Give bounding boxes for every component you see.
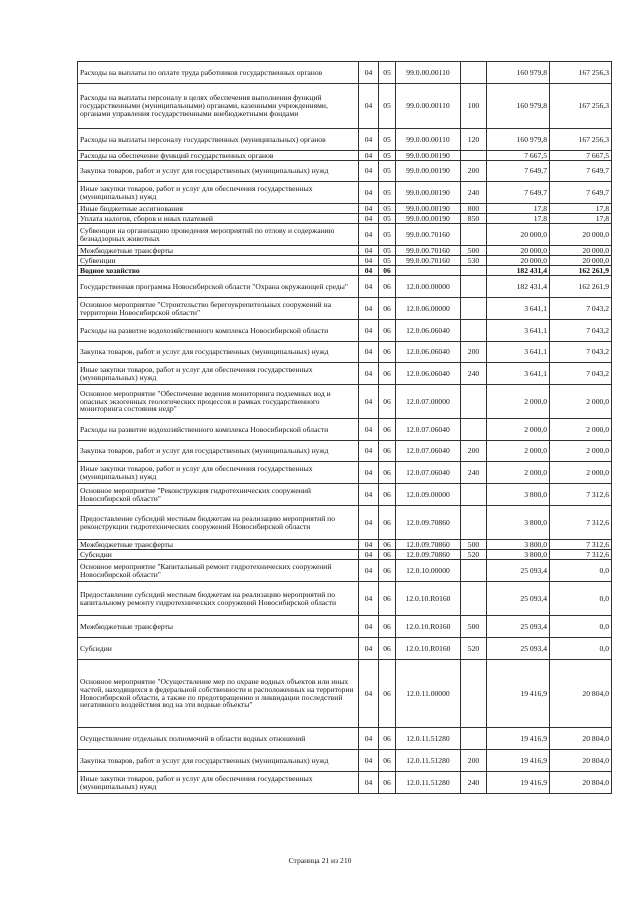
row-sum-2026: 7 312,6 xyxy=(550,506,612,540)
row-name: Закупка товаров, работ и услуг для государственных (муниципальных) нужд xyxy=(78,750,359,772)
table-row xyxy=(78,62,612,84)
row-razdel: 04 xyxy=(359,224,379,246)
row-podrazdel: 05 xyxy=(379,224,396,246)
row-vr xyxy=(461,62,487,84)
row-name: Закупка товаров, работ и услуг для государственных (муниципальных) нужд xyxy=(78,161,359,182)
row-sum-2025: 19 416,9 xyxy=(487,772,550,794)
table-row xyxy=(78,550,612,560)
table-row xyxy=(78,298,612,320)
row-razdel: 04 xyxy=(359,772,379,794)
row-csr: 12.0.07.06040 xyxy=(396,441,461,462)
row-podrazdel: 06 xyxy=(379,772,396,794)
table-row xyxy=(78,276,612,298)
row-sum-2025: 20 000,0 xyxy=(487,224,550,246)
row-vr: 800 xyxy=(461,204,487,214)
row-razdel: 04 xyxy=(359,84,379,129)
row-csr: 99.0.00.00110 xyxy=(396,62,461,84)
row-name: Основное мероприятие "Строительство берегоукрепительных сооружений на территории Новосибирской области" xyxy=(78,298,359,320)
row-sum-2026: 20 804,0 xyxy=(550,728,612,750)
row-sum-2026: 20 804,0 xyxy=(550,750,612,772)
row-name: Осуществление отдельных полномочий в области водных отношений xyxy=(78,728,359,750)
row-razdel: 04 xyxy=(359,161,379,182)
table-row xyxy=(78,204,612,214)
row-vr: 240 xyxy=(461,772,487,794)
table-row xyxy=(78,506,612,540)
row-podrazdel: 06 xyxy=(379,385,396,419)
row-podrazdel: 06 xyxy=(379,419,396,441)
row-sum-2025: 3 641,1 xyxy=(487,342,550,363)
row-podrazdel: 05 xyxy=(379,246,396,256)
row-sum-2025: 25 093,4 xyxy=(487,582,550,616)
row-sum-2025: 160 979,8 xyxy=(487,129,550,151)
row-name: Государственная программа Новосибирской области "Охрана окружающей среды" xyxy=(78,276,359,298)
row-name: Расходы на развитие водохозяйственного комплекса Новосибирской области xyxy=(78,320,359,342)
row-csr: 99.0.00.70160 xyxy=(396,256,461,266)
row-razdel: 04 xyxy=(359,660,379,728)
table-row xyxy=(78,441,612,462)
row-name: Иные закупки товаров, работ и услуг для обеспечения государственных (муниципальных) нужд xyxy=(78,363,359,385)
row-sum-2025: 160 979,8 xyxy=(487,62,550,84)
row-razdel: 04 xyxy=(359,506,379,540)
row-name: Предоставление субсидий местным бюджетам на реализацию мероприятий по капитальному ремонту гидротехнических сооружений Новосибирской области xyxy=(78,582,359,616)
row-csr: 12.0.07.00000 xyxy=(396,385,461,419)
row-name: Расходы на выплаты по оплате труда работников государственных органов xyxy=(78,62,359,84)
row-name: Межбюджетные трансферты xyxy=(78,616,359,638)
row-sum-2025: 7 649,7 xyxy=(487,182,550,204)
row-vr: 500 xyxy=(461,246,487,256)
row-csr: 12.0.06.06040 xyxy=(396,342,461,363)
table-row xyxy=(78,419,612,441)
page-footer: Страница 21 из 210 xyxy=(288,856,352,865)
row-name: Субвенции на организацию проведения мероприятий по отлову и содержанию безнадзорных животных xyxy=(78,224,359,246)
row-sum-2025: 2 000,0 xyxy=(487,419,550,441)
row-name: Основное мероприятие "Обеспечение ведения мониторинга подземных вод и опасных экзогенных геологических процессов в рамках государственного мониторинга состояния недр" xyxy=(78,385,359,419)
row-sum-2026: 162 261,9 xyxy=(550,266,612,276)
row-sum-2025: 3 641,1 xyxy=(487,298,550,320)
row-podrazdel: 06 xyxy=(379,506,396,540)
row-razdel: 04 xyxy=(359,616,379,638)
row-csr: 12.0.07.06040 xyxy=(396,419,461,441)
row-name: Предоставление субсидий местным бюджетам на реализацию мероприятий по реконструкции гидротехнических сооружений Новосибирской области xyxy=(78,506,359,540)
row-csr: 99.0.00.70160 xyxy=(396,246,461,256)
row-podrazdel: 06 xyxy=(379,320,396,342)
row-razdel: 04 xyxy=(359,728,379,750)
row-name: Уплата налогов, сборов и иных платежей xyxy=(78,214,359,224)
row-podrazdel: 06 xyxy=(379,266,396,276)
row-name: Закупка товаров, работ и услуг для государственных (муниципальных) нужд xyxy=(78,342,359,363)
row-razdel: 04 xyxy=(359,298,379,320)
row-vr: 240 xyxy=(461,363,487,385)
row-podrazdel: 05 xyxy=(379,84,396,129)
row-name: Субсидии xyxy=(78,638,359,660)
row-podrazdel: 06 xyxy=(379,276,396,298)
budget-table xyxy=(77,61,612,794)
row-vr xyxy=(461,506,487,540)
row-csr: 12.0.06.06040 xyxy=(396,320,461,342)
row-vr: 120 xyxy=(461,129,487,151)
row-csr: 12.0.10.R0160 xyxy=(396,582,461,616)
row-podrazdel: 06 xyxy=(379,560,396,582)
row-razdel: 04 xyxy=(359,560,379,582)
row-name: Межбюджетные трансферты xyxy=(78,246,359,256)
row-sum-2026: 20 804,0 xyxy=(550,772,612,794)
row-vr xyxy=(461,266,487,276)
row-sum-2026: 7 043,2 xyxy=(550,298,612,320)
row-sum-2025: 2 000,0 xyxy=(487,441,550,462)
row-name: Основное мероприятие "Реконструкция гидротехнических сооружений Новосибирской области" xyxy=(78,484,359,506)
row-sum-2026: 7 043,2 xyxy=(550,363,612,385)
table-row xyxy=(78,660,612,728)
row-sum-2026: 20 000,0 xyxy=(550,224,612,246)
row-vr xyxy=(461,320,487,342)
row-vr: 200 xyxy=(461,750,487,772)
row-name: Межбюджетные трансферты xyxy=(78,540,359,550)
row-sum-2025: 3 800,0 xyxy=(487,506,550,540)
row-vr xyxy=(461,728,487,750)
row-sum-2026: 7 043,2 xyxy=(550,342,612,363)
row-podrazdel: 05 xyxy=(379,161,396,182)
row-csr: 12.0.11.51280 xyxy=(396,772,461,794)
row-sum-2025: 3 800,0 xyxy=(487,550,550,560)
row-sum-2026: 162 261,9 xyxy=(550,276,612,298)
row-sum-2026: 2 000,0 xyxy=(550,462,612,484)
table-row xyxy=(78,256,612,266)
row-sum-2026: 17,8 xyxy=(550,204,612,214)
row-podrazdel: 05 xyxy=(379,129,396,151)
row-sum-2025: 182 431,4 xyxy=(487,266,550,276)
row-razdel: 04 xyxy=(359,246,379,256)
row-csr: 12.0.00.00000 xyxy=(396,276,461,298)
row-sum-2025: 2 000,0 xyxy=(487,462,550,484)
row-csr: 12.0.09.70860 xyxy=(396,550,461,560)
row-podrazdel: 06 xyxy=(379,616,396,638)
table-row xyxy=(78,161,612,182)
table-row xyxy=(78,151,612,161)
table-row xyxy=(78,616,612,638)
table-row xyxy=(78,246,612,256)
table-row xyxy=(78,462,612,484)
row-sum-2026: 20 804,0 xyxy=(550,660,612,728)
row-vr xyxy=(461,419,487,441)
row-vr xyxy=(461,385,487,419)
row-name: Иные закупки товаров, работ и услуг для обеспечения государственных (муниципальных) нужд xyxy=(78,462,359,484)
row-podrazdel: 06 xyxy=(379,298,396,320)
row-vr xyxy=(461,298,487,320)
row-sum-2025: 25 093,4 xyxy=(487,638,550,660)
row-name: Расходы на обеспечение функций государственных органов xyxy=(78,151,359,161)
row-csr: 99.0.00.00110 xyxy=(396,129,461,151)
row-sum-2025: 20 000,0 xyxy=(487,246,550,256)
row-name: Расходы на выплаты персоналу в целях обеспечения выполнения функций государственными (муниципальными) органами, казенными учреждениями, органами управления государственными внебюджетными фондами xyxy=(78,84,359,129)
row-razdel: 04 xyxy=(359,266,379,276)
table-row xyxy=(78,540,612,550)
row-sum-2025: 3 800,0 xyxy=(487,484,550,506)
row-razdel: 04 xyxy=(359,320,379,342)
row-sum-2026: 167 256,3 xyxy=(550,84,612,129)
table-row xyxy=(78,320,612,342)
row-podrazdel: 05 xyxy=(379,204,396,214)
row-podrazdel: 05 xyxy=(379,214,396,224)
row-sum-2026: 167 256,3 xyxy=(550,129,612,151)
row-sum-2026: 0,0 xyxy=(550,616,612,638)
row-name: Иные закупки товаров, работ и услуг для обеспечения государственных (муниципальных) нужд xyxy=(78,182,359,204)
row-csr: 99.0.00.00190 xyxy=(396,204,461,214)
row-csr: 99.0.00.70160 xyxy=(396,224,461,246)
row-sum-2026: 7 649,7 xyxy=(550,182,612,204)
row-csr: 12.0.06.06040 xyxy=(396,363,461,385)
row-vr xyxy=(461,582,487,616)
row-vr: 520 xyxy=(461,550,487,560)
row-sum-2025: 19 416,9 xyxy=(487,728,550,750)
table-row xyxy=(78,385,612,419)
row-csr: 12.0.06.00000 xyxy=(396,298,461,320)
row-csr: 12.0.11.00000 xyxy=(396,660,461,728)
row-sum-2025: 19 416,9 xyxy=(487,750,550,772)
table-row xyxy=(78,182,612,204)
row-sum-2025: 3 641,1 xyxy=(487,320,550,342)
row-sum-2025: 17,8 xyxy=(487,204,550,214)
row-vr: 850 xyxy=(461,214,487,224)
row-name: Закупка товаров, работ и услуг для государственных (муниципальных) нужд xyxy=(78,441,359,462)
row-name: Основное мероприятие "Капитальный ремонт гидротехнических сооружений Новосибирской области" xyxy=(78,560,359,582)
row-podrazdel: 06 xyxy=(379,540,396,550)
row-razdel: 04 xyxy=(359,582,379,616)
row-vr: 500 xyxy=(461,616,487,638)
row-podrazdel: 06 xyxy=(379,550,396,560)
row-sum-2026: 2 000,0 xyxy=(550,419,612,441)
row-csr: 99.0.00.00190 xyxy=(396,182,461,204)
row-podrazdel: 05 xyxy=(379,182,396,204)
row-sum-2026: 20 000,0 xyxy=(550,256,612,266)
table-row xyxy=(78,560,612,582)
row-sum-2025: 25 093,4 xyxy=(487,616,550,638)
row-razdel: 04 xyxy=(359,151,379,161)
table-row xyxy=(78,728,612,750)
row-razdel: 04 xyxy=(359,540,379,550)
row-vr: 200 xyxy=(461,441,487,462)
table-row xyxy=(78,224,612,246)
row-razdel: 04 xyxy=(359,62,379,84)
row-name: Иные бюджетные ассигнования xyxy=(78,204,359,214)
row-razdel: 04 xyxy=(359,750,379,772)
row-sum-2026: 20 000,0 xyxy=(550,246,612,256)
row-csr: 12.0.11.51280 xyxy=(396,728,461,750)
row-vr xyxy=(461,151,487,161)
row-razdel: 04 xyxy=(359,385,379,419)
row-podrazdel: 06 xyxy=(379,582,396,616)
row-vr: 100 xyxy=(461,84,487,129)
table-row xyxy=(78,750,612,772)
row-vr xyxy=(461,560,487,582)
table-row xyxy=(78,363,612,385)
row-csr: 99.0.00.00190 xyxy=(396,161,461,182)
row-razdel: 04 xyxy=(359,204,379,214)
row-vr xyxy=(461,224,487,246)
row-sum-2025: 7 649,7 xyxy=(487,161,550,182)
row-podrazdel: 06 xyxy=(379,441,396,462)
row-sum-2026: 7 649,7 xyxy=(550,161,612,182)
row-podrazdel: 06 xyxy=(379,728,396,750)
row-podrazdel: 05 xyxy=(379,151,396,161)
row-vr: 520 xyxy=(461,638,487,660)
row-podrazdel: 06 xyxy=(379,363,396,385)
row-csr: 12.0.07.06040 xyxy=(396,462,461,484)
row-name: Иные закупки товаров, работ и услуг для обеспечения государственных (муниципальных) нужд xyxy=(78,772,359,794)
row-sum-2025: 3 641,1 xyxy=(487,363,550,385)
row-csr: 12.0.09.70860 xyxy=(396,506,461,540)
row-razdel: 04 xyxy=(359,441,379,462)
row-sum-2025: 25 093,4 xyxy=(487,560,550,582)
row-podrazdel: 05 xyxy=(379,62,396,84)
row-name: Расходы на развитие водохозяйственного комплекса Новосибирской области xyxy=(78,419,359,441)
row-sum-2026: 7 312,6 xyxy=(550,484,612,506)
row-razdel: 04 xyxy=(359,214,379,224)
row-vr: 200 xyxy=(461,342,487,363)
row-razdel: 04 xyxy=(359,363,379,385)
row-podrazdel: 05 xyxy=(379,256,396,266)
row-sum-2026: 0,0 xyxy=(550,582,612,616)
row-csr: 99.0.00.00190 xyxy=(396,214,461,224)
row-csr: 99.0.00.00190 xyxy=(396,151,461,161)
row-name: Субвенции xyxy=(78,256,359,266)
row-sum-2025: 2 000,0 xyxy=(487,385,550,419)
row-vr: 240 xyxy=(461,462,487,484)
row-sum-2025: 3 800,0 xyxy=(487,540,550,550)
table-row xyxy=(78,214,612,224)
row-sum-2026: 7 312,6 xyxy=(550,550,612,560)
row-razdel: 04 xyxy=(359,462,379,484)
table-row xyxy=(78,266,612,276)
table-row xyxy=(78,582,612,616)
row-podrazdel: 06 xyxy=(379,638,396,660)
table-row xyxy=(78,638,612,660)
row-sum-2025: 19 416,9 xyxy=(487,660,550,728)
row-csr: 12.0.10.00000 xyxy=(396,560,461,582)
row-vr xyxy=(461,484,487,506)
row-name: Водное хозяйство xyxy=(78,266,359,276)
row-sum-2025: 182 431,4 xyxy=(487,276,550,298)
table-row xyxy=(78,129,612,151)
table-row xyxy=(78,342,612,363)
row-razdel: 04 xyxy=(359,484,379,506)
row-name: Расходы на выплаты персоналу государственных (муниципальных) органов xyxy=(78,129,359,151)
row-csr: 12.0.09.00000 xyxy=(396,484,461,506)
row-name: Субсидии xyxy=(78,550,359,560)
row-vr xyxy=(461,276,487,298)
row-razdel: 04 xyxy=(359,256,379,266)
row-razdel: 04 xyxy=(359,182,379,204)
row-vr: 500 xyxy=(461,540,487,550)
row-sum-2025: 7 667,5 xyxy=(487,151,550,161)
row-csr: 12.0.10.R0160 xyxy=(396,638,461,660)
row-sum-2025: 17,8 xyxy=(487,214,550,224)
row-csr: 12.0.10.R0160 xyxy=(396,616,461,638)
row-sum-2026: 17,8 xyxy=(550,214,612,224)
row-razdel: 04 xyxy=(359,276,379,298)
row-podrazdel: 06 xyxy=(379,750,396,772)
row-sum-2026: 7 043,2 xyxy=(550,320,612,342)
row-razdel: 04 xyxy=(359,550,379,560)
table-row xyxy=(78,772,612,794)
row-razdel: 04 xyxy=(359,342,379,363)
row-sum-2025: 20 000,0 xyxy=(487,256,550,266)
row-sum-2026: 0,0 xyxy=(550,638,612,660)
row-razdel: 04 xyxy=(359,638,379,660)
row-csr xyxy=(396,266,461,276)
row-vr: 530 xyxy=(461,256,487,266)
row-vr: 240 xyxy=(461,182,487,204)
row-podrazdel: 06 xyxy=(379,484,396,506)
row-razdel: 04 xyxy=(359,419,379,441)
row-podrazdel: 06 xyxy=(379,342,396,363)
row-sum-2026: 2 000,0 xyxy=(550,385,612,419)
row-csr: 99.0.00.00110 xyxy=(396,84,461,129)
table-row xyxy=(78,484,612,506)
row-vr xyxy=(461,660,487,728)
row-sum-2026: 0,0 xyxy=(550,560,612,582)
row-sum-2025: 160 979,8 xyxy=(487,84,550,129)
row-csr: 12.0.09.70860 xyxy=(396,540,461,550)
row-razdel: 04 xyxy=(359,129,379,151)
row-sum-2026: 167 256,3 xyxy=(550,62,612,84)
row-sum-2026: 2 000,0 xyxy=(550,441,612,462)
table-row xyxy=(78,84,612,129)
row-sum-2026: 7 667,5 xyxy=(550,151,612,161)
row-csr: 12.0.11.51280 xyxy=(396,750,461,772)
row-podrazdel: 06 xyxy=(379,660,396,728)
row-name: Основное мероприятие "Осуществление мер по охране водных объектов или иных частей, находящихся в федеральной собственности и расположенных на территории Новосибирской области, а также по предотвращению и ликвидации последствий негативного воздействия вод на эти водные объекты" xyxy=(78,660,359,728)
row-podrazdel: 06 xyxy=(379,462,396,484)
row-vr: 200 xyxy=(461,161,487,182)
row-sum-2026: 7 312,6 xyxy=(550,540,612,550)
